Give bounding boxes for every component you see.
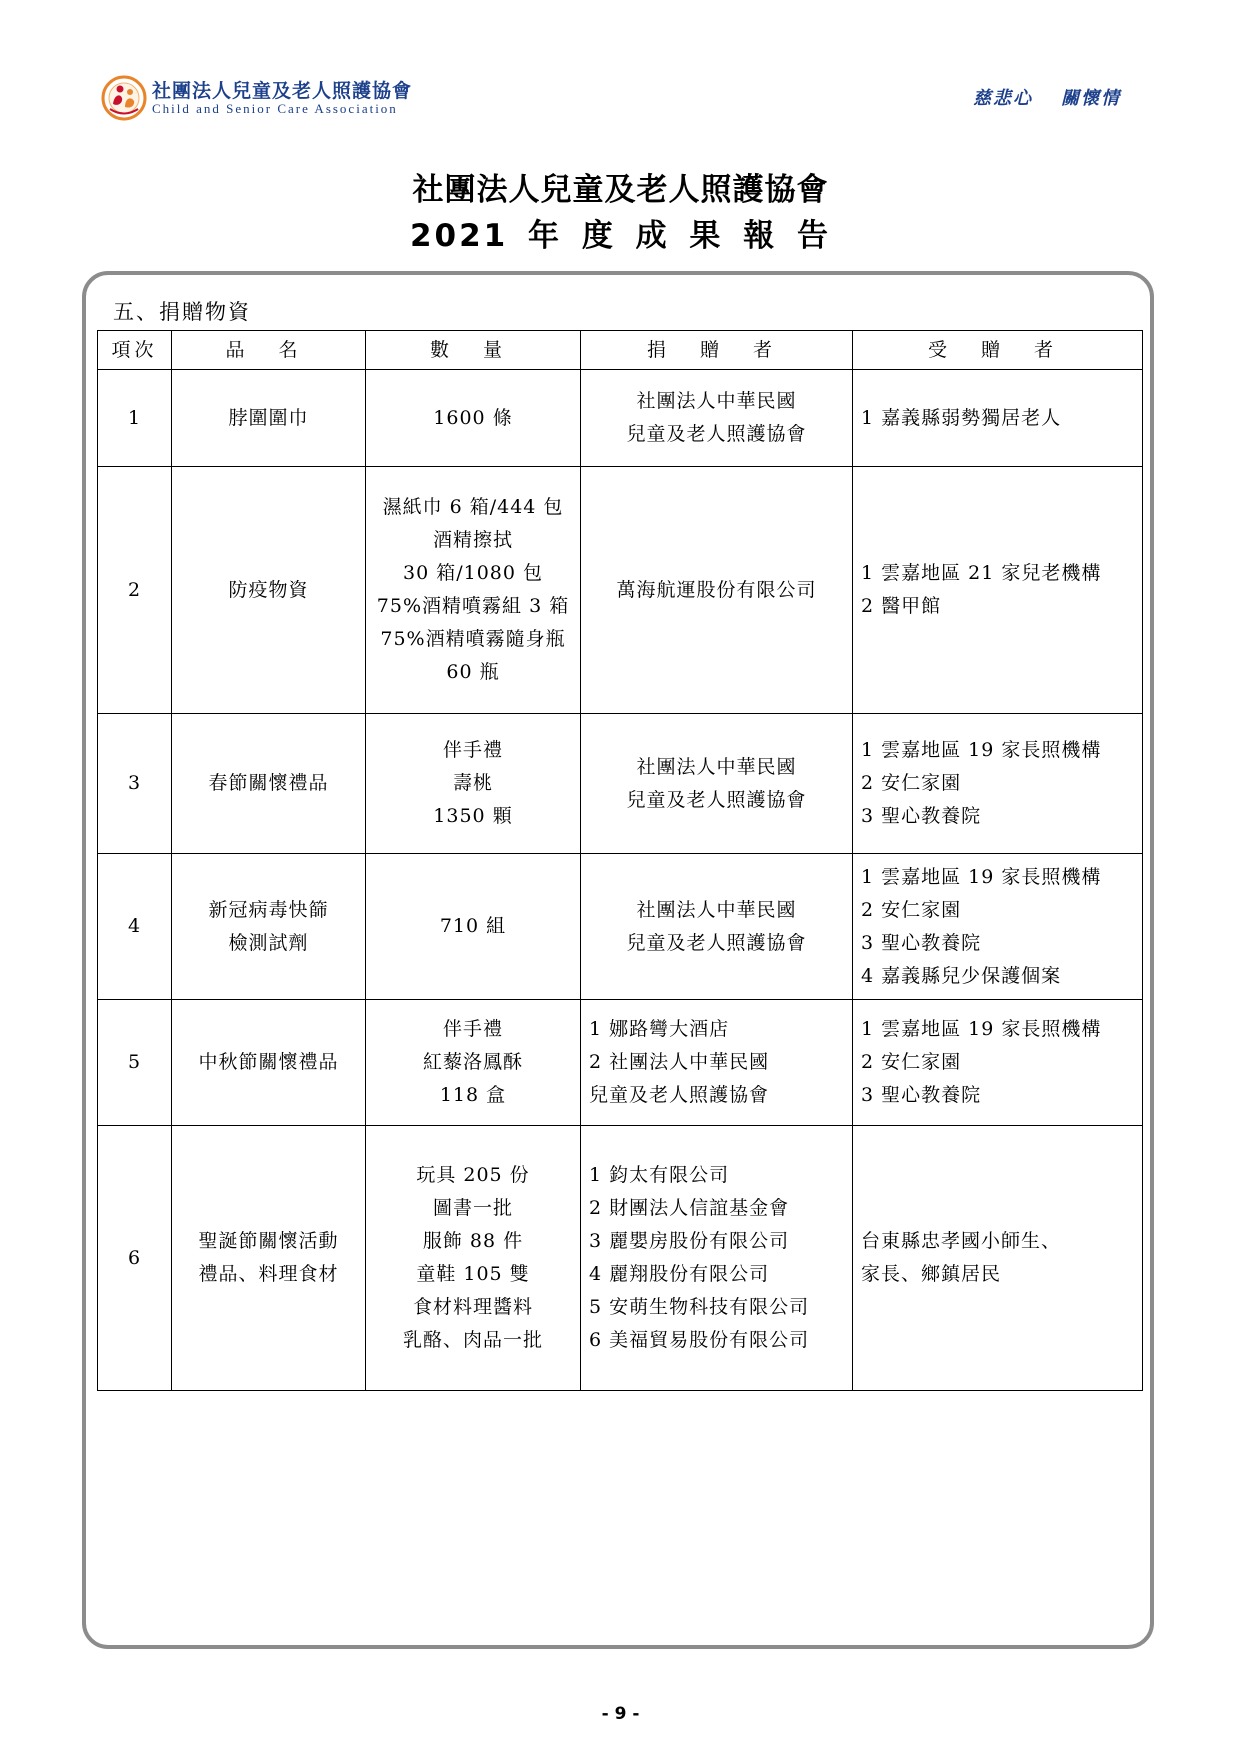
table-row bbox=[98, 714, 1143, 854]
header-donor: 捐 贈 者 bbox=[581, 331, 853, 370]
caring-hands-logo-icon bbox=[100, 74, 148, 122]
quantity-line: 圖書一批 bbox=[432, 1197, 513, 1219]
donor-line: 2 社團法人中華民國 bbox=[589, 1051, 770, 1073]
quantity-line: 童鞋 105 雙 bbox=[416, 1263, 530, 1285]
header-no: 項次 bbox=[98, 331, 172, 370]
quantity-line: 1350 顆 bbox=[433, 805, 513, 827]
row-no: 2 bbox=[98, 467, 172, 714]
quantity-line: 75%酒精噴霧組 3 箱 bbox=[376, 595, 570, 617]
recipient-line: 1 雲嘉地區 19 家長照機構 bbox=[861, 739, 1102, 761]
quantity-line: 壽桃 bbox=[452, 772, 493, 794]
item-name: 聖誕節關懷活動 bbox=[198, 1230, 339, 1252]
quantity-line: 乳酪、肉品一批 bbox=[402, 1329, 543, 1351]
header-item: 品 名 bbox=[172, 331, 366, 370]
row-no: 4 bbox=[98, 854, 172, 1000]
quantity-line: 60 瓶 bbox=[446, 661, 500, 683]
recipient-line: 家長、鄉鎮居民 bbox=[861, 1263, 1002, 1285]
item-name: 中秋節關懷禮品 bbox=[198, 1051, 339, 1073]
donor-line: 1 娜路彎大酒店 bbox=[589, 1018, 730, 1040]
recipient-line: 1 嘉義縣弱勢獨居老人 bbox=[861, 406, 1062, 429]
header-quantity: 數 量 bbox=[366, 331, 581, 370]
recipient-line: 2 醫甲館 bbox=[861, 595, 942, 617]
table-row bbox=[98, 467, 1143, 714]
donor-line: 2 財團法人信誼基金會 bbox=[589, 1197, 790, 1219]
quantity-line: 食材料理醬料 bbox=[412, 1296, 533, 1318]
item-name: 春節關懷禮品 bbox=[208, 772, 329, 794]
donor-line: 4 麗翔股份有限公司 bbox=[589, 1263, 770, 1285]
quantity-line: 紅藜洛鳳酥 bbox=[422, 1051, 523, 1073]
table-header-row bbox=[98, 331, 1143, 370]
recipient-line: 4 嘉義縣兒少保護個案 bbox=[861, 964, 1062, 987]
quantity-line: 710 組 bbox=[439, 915, 507, 937]
quantity-line: 30 箱/1080 包 bbox=[402, 562, 543, 584]
quantity-line: 1600 條 bbox=[433, 406, 513, 429]
row-no: 3 bbox=[98, 714, 172, 854]
document-title: 社團法人兒童及老人照護協會 bbox=[412, 172, 829, 208]
recipient-line: 2 安仁家園 bbox=[861, 898, 962, 921]
donor-line: 兒童及老人照護協會 bbox=[626, 423, 807, 445]
quantity-line: 酒精擦拭 bbox=[432, 529, 513, 551]
slogan-care: 關懷情 bbox=[1061, 88, 1121, 109]
quantity-line: 伴手禮 bbox=[442, 1018, 503, 1040]
quantity-line: 伴手禮 bbox=[442, 739, 503, 761]
donor-line: 3 麗嬰房股份有限公司 bbox=[589, 1230, 790, 1252]
donor-line: 社團法人中華民國 bbox=[636, 755, 797, 778]
table-row bbox=[98, 1000, 1143, 1126]
page-number: - 9 - bbox=[601, 1704, 640, 1724]
recipient-line: 1 雲嘉地區 19 家長照機構 bbox=[861, 1018, 1102, 1040]
quantity-line: 服飾 88 件 bbox=[422, 1230, 524, 1252]
recipient-line: 2 安仁家園 bbox=[861, 772, 962, 794]
logo-chinese-name: 社團法人兒童及老人照護協會 bbox=[152, 80, 413, 102]
donor-line: 6 美福貿易股份有限公司 bbox=[589, 1329, 810, 1351]
recipient-line: 3 聖心教養院 bbox=[861, 805, 982, 827]
slogan-compassion: 慈悲心 bbox=[973, 88, 1033, 109]
recipient-line: 台東縣忠孝國小師生、 bbox=[861, 1230, 1062, 1252]
item-name: 脖圍圍巾 bbox=[228, 406, 309, 429]
item-name: 檢測試劑 bbox=[228, 931, 309, 954]
quantity-line: 118 盒 bbox=[439, 1084, 507, 1106]
association-logo bbox=[100, 74, 412, 122]
donor-line: 社團法人中華民國 bbox=[636, 898, 797, 921]
donor-line: 萬海航運股份有限公司 bbox=[616, 578, 817, 601]
table-row bbox=[98, 1126, 1143, 1391]
item-name: 禮品、料理食材 bbox=[198, 1263, 339, 1285]
logo-english-name: Child and Senior Care Association bbox=[152, 101, 398, 116]
item-name: 防疫物資 bbox=[228, 578, 309, 601]
header-slogan bbox=[973, 84, 1121, 110]
recipient-line: 3 聖心教養院 bbox=[861, 931, 982, 954]
table-row bbox=[98, 370, 1143, 467]
recipient-line: 2 安仁家園 bbox=[861, 1051, 962, 1073]
donations-table bbox=[97, 330, 1143, 1391]
item-name: 新冠病毒快篩 bbox=[208, 898, 329, 921]
quantity-line: 濕紙巾 6 箱/444 包 bbox=[382, 496, 564, 518]
recipient-line: 3 聖心教養院 bbox=[861, 1084, 982, 1106]
document-subtitle: 2021 年 度 成 果 報 告 bbox=[409, 218, 832, 254]
table-row bbox=[98, 854, 1143, 1000]
row-no: 1 bbox=[98, 370, 172, 467]
row-no: 5 bbox=[98, 1000, 172, 1126]
donor-line: 兒童及老人照護協會 bbox=[626, 931, 807, 954]
quantity-line: 75%酒精噴霧隨身瓶 bbox=[380, 628, 566, 650]
donor-line: 社團法人中華民國 bbox=[636, 390, 797, 412]
recipient-line: 1 雲嘉地區 19 家長照機構 bbox=[861, 865, 1102, 888]
header-recipient: 受 贈 者 bbox=[853, 331, 1143, 370]
section-heading: 五、捐贈物資 bbox=[113, 300, 251, 324]
row-no: 6 bbox=[98, 1126, 172, 1391]
donor-line: 1 鈞太有限公司 bbox=[589, 1164, 730, 1186]
donor-line: 兒童及老人照護協會 bbox=[626, 788, 807, 811]
donor-line: 兒童及老人照護協會 bbox=[589, 1084, 770, 1106]
recipient-line: 1 雲嘉地區 21 家兒老機構 bbox=[861, 562, 1102, 584]
donor-line: 5 安萌生物科技有限公司 bbox=[589, 1296, 810, 1318]
quantity-line: 玩具 205 份 bbox=[416, 1164, 530, 1186]
